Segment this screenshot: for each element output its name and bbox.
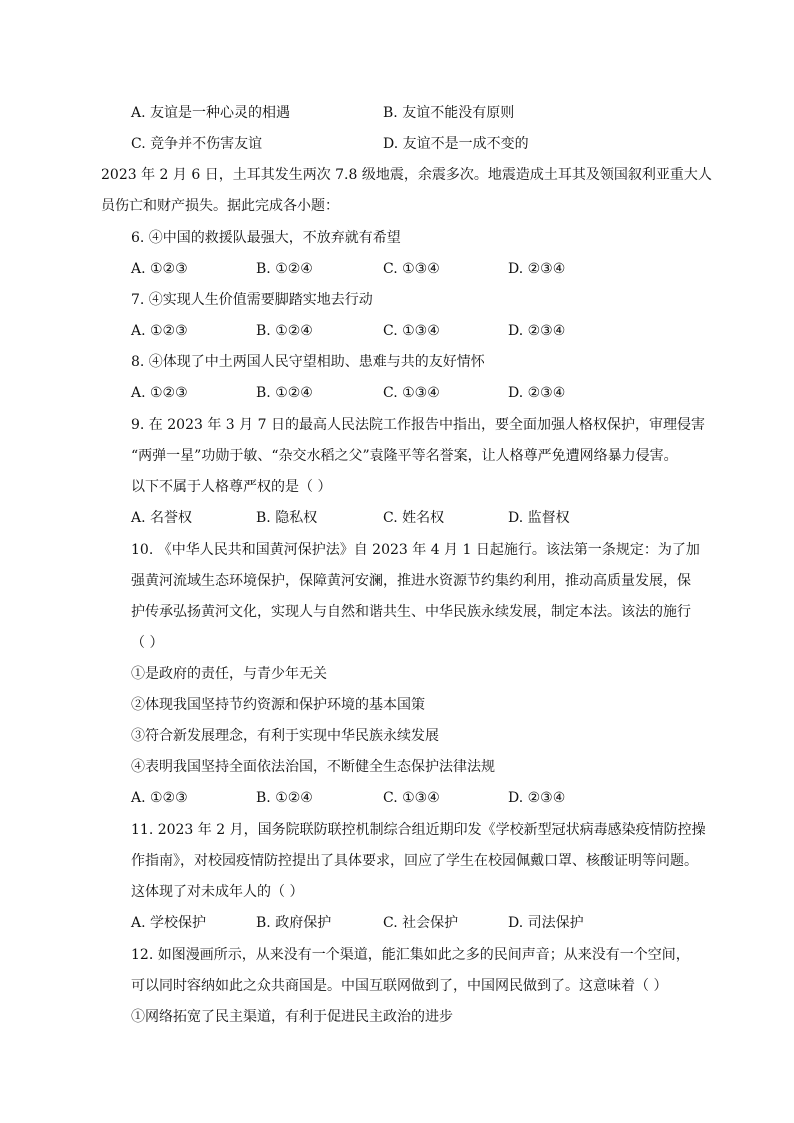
q6-option-a: A. ①②③ bbox=[131, 261, 188, 277]
q9-line-2: “两弹一星”功勋于敏、“杂交水稻之父”袁隆平等名誉案，让人格尊严免遭网络暴力侵害。 bbox=[131, 448, 678, 464]
q11-line-2: 作指南》，对校园疫情防控提出了具体要求，回应了学生在校园佩戴口罩、核酸证明等问题。 bbox=[131, 853, 698, 869]
q10-line-3: 护传承弘扬黄河文化，实现人与自然和谐共生、中华民族永续发展，制定本法。该法的施行 bbox=[131, 604, 691, 620]
passage-line-1: 2023 年 2 月 6 日，土耳其发生两次 7.8 级地震，余震多次。地震造成土耳其及领国叙利亚重大人 bbox=[101, 167, 712, 183]
q12-statement-1: ①网络拓宽了民主渠道，有利于促进民主政治的进步 bbox=[131, 1009, 453, 1025]
q12-line-2: 可以同时容纳如此之众共商国是。中国互联网做到了，中国网民做到了。这意味着（ ） bbox=[131, 978, 668, 994]
q5-option-d: D. 友谊不是一成不变的 bbox=[383, 136, 529, 152]
q8-option-c: C. ①③④ bbox=[383, 385, 440, 401]
q7-stem: 7. ④实现人生价值需要脚踏实地去行动 bbox=[131, 292, 373, 308]
q6-stem: 6. ④中国的救援队最强大，不放弃就有希望 bbox=[131, 230, 401, 246]
q9-option-b: B. 隐私权 bbox=[256, 510, 318, 526]
q10-line-2: 强黄河流域生态环境保护，保障黄河安澜，推进水资源节约集约利用，推动高质量发展，保 bbox=[131, 573, 691, 589]
q8-option-b: B. ①②④ bbox=[256, 385, 313, 401]
q10-statement-1: ①是政府的责任，与青少年无关 bbox=[131, 666, 327, 682]
q9-option-c: C. 姓名权 bbox=[383, 510, 445, 526]
q11-line-3: 这体现了对未成年人的（ ） bbox=[131, 884, 304, 900]
q8-option-a: A. ①②③ bbox=[131, 385, 188, 401]
q10-option-a: A. ①②③ bbox=[131, 790, 188, 806]
q10-line-1: 10. 《中华人民共和国黄河保护法》自 2023 年 4 月 1 日起施行。该法第一条规定：为了加 bbox=[131, 542, 700, 558]
q9-line-1: 9. 在 2023 年 3 月 7 日的最高人民法院工作报告中指出，要全面加强人格权保护，审理侵害 bbox=[131, 417, 705, 433]
q7-option-c: C. ①③④ bbox=[383, 323, 440, 339]
q11-option-a: A. 学校保护 bbox=[131, 915, 207, 931]
q11-option-c: C. 社会保护 bbox=[383, 915, 459, 931]
q10-option-b: B. ①②④ bbox=[256, 790, 313, 806]
q9-option-d: D. 监督权 bbox=[508, 510, 570, 526]
q8-stem: 8. ④体现了中土两国人民守望相助、患难与共的友好情怀 bbox=[131, 354, 485, 370]
q9-line-3: 以下不属于人格尊严权的是（ ） bbox=[131, 479, 332, 495]
q11-option-b: B. 政府保护 bbox=[256, 915, 332, 931]
q12-line-1: 12. 如图漫画所示，从来没有一个渠道，能汇集如此之多的民间声音；从来没有一个空间， bbox=[131, 947, 690, 963]
q11-option-d: D. 司法保护 bbox=[508, 915, 584, 931]
q9-option-a: A. 名誉权 bbox=[131, 510, 193, 526]
q7-option-a: A. ①②③ bbox=[131, 323, 188, 339]
q10-statement-4: ④表明我国坚持全面依法治国，不断健全生态保护法律法规 bbox=[131, 759, 495, 775]
q11-line-1: 11. 2023 年 2 月，国务院联防联控机制综合组近期印发《学校新型冠状病毒感染疫情防控操 bbox=[131, 822, 706, 838]
q10-line-4: （ ） bbox=[131, 635, 164, 651]
q5-option-b: B. 友谊不能没有原则 bbox=[383, 105, 515, 121]
q7-option-b: B. ①②④ bbox=[256, 323, 313, 339]
q5-option-a: A. 友谊是一种心灵的相遇 bbox=[131, 105, 291, 121]
q10-option-d: D. ②③④ bbox=[508, 790, 566, 806]
q8-option-d: D. ②③④ bbox=[508, 385, 566, 401]
q6-option-d: D. ②③④ bbox=[508, 261, 566, 277]
q10-statement-3: ③符合新发展理念，有利于实现中华民族永续发展 bbox=[131, 728, 439, 744]
q7-option-d: D. ②③④ bbox=[508, 323, 566, 339]
q5-option-c: C. 竞争并不伤害友谊 bbox=[131, 136, 263, 152]
q6-option-c: C. ①③④ bbox=[383, 261, 440, 277]
passage-line-2: 员伤亡和财产损失。据此完成各小题： bbox=[101, 198, 339, 214]
q6-option-b: B. ①②④ bbox=[256, 261, 313, 277]
q10-option-c: C. ①③④ bbox=[383, 790, 440, 806]
q10-statement-2: ②体现我国坚持节约资源和保护环境的基本国策 bbox=[131, 697, 425, 713]
